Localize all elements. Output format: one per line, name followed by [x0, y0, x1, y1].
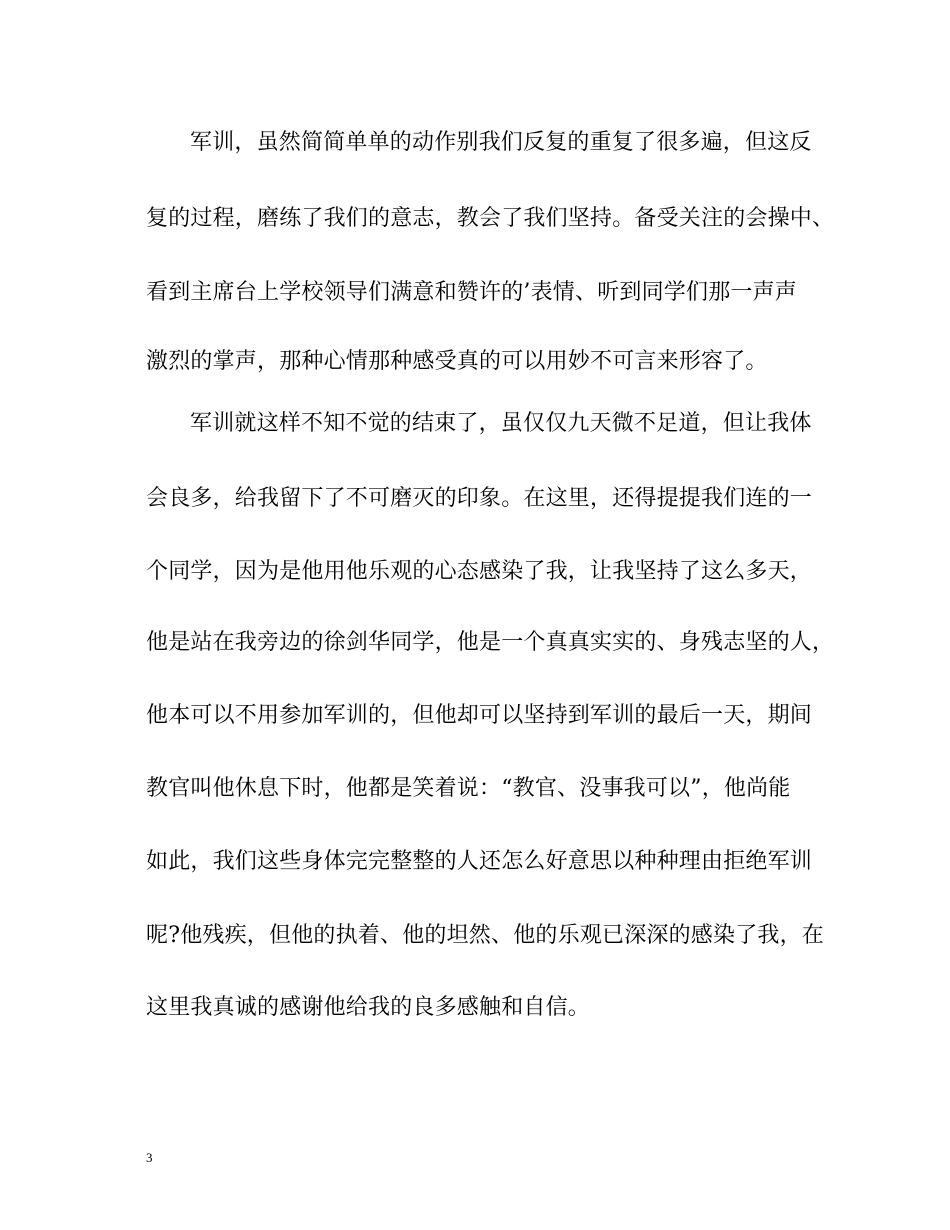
page-number: 3 — [146, 1150, 153, 1165]
paragraph-1-line-3: 看到主席台上学校领导们满意和赞许的’表情、听到同学们那一声声 — [146, 280, 797, 305]
paragraph-2-line-3: 个同学，因为是他用他乐观的心态感染了我，让我坚持了这么多天， — [146, 559, 813, 584]
paragraph-2-line-8: 呢?他残疾，但他的执着、他的坦然、他的乐观已深深的感染了我，在 — [146, 923, 824, 948]
paragraph-2-line-5: 他本可以不用参加军训的，但他却可以坚持到军训的最后一天，期间 — [146, 703, 813, 728]
paragraph-1-line-4: 激烈的掌声，那种心情那种感受真的可以用妙不可言来形容了。 — [146, 349, 768, 374]
paragraph-2-line-2: 会良多，给我留下了不可磨灭的印象。在这里，还得提提我们连的一 — [146, 486, 813, 511]
paragraph-2-line-4: 他是站在我旁边的徐剑华同学，他是一个真真实实的、身残志坚的人， — [146, 630, 835, 655]
paragraph-1-line-1: 军训，虽然简简单单的动作别我们反复的重复了很多遍，但这反 — [190, 130, 812, 155]
paragraph-2-line-6: 教官叫他休息下时，他都是笑着说：“教官、没事我可以”，他尚能 — [146, 776, 791, 801]
paragraph-2-line-1: 军训就这样不知不觉的结束了，虽仅仅九天微不足道，但让我体 — [190, 411, 812, 436]
paragraph-1-line-2: 复的过程，磨练了我们的意志，教会了我们坚持。备受关注的会操中、 — [146, 206, 835, 231]
paragraph-2-line-9: 这里我真诚的感谢他给我的良多感触和自信。 — [146, 995, 591, 1020]
paragraph-2-line-7: 如此，我们这些身体完完整整的人还怎么好意思以种种理由拒绝军训 — [146, 849, 813, 874]
